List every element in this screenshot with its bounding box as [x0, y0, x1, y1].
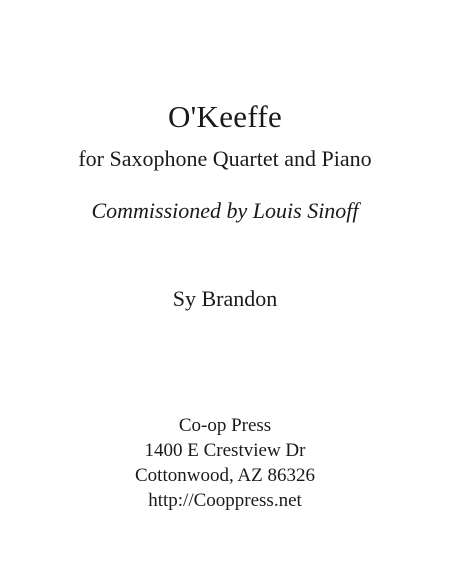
instrumentation-subtitle: for Saxophone Quartet and Piano [78, 146, 372, 171]
piece-title: O'Keeffe [167, 99, 283, 134]
publisher-street: 1400 E Crestview Dr [144, 440, 306, 461]
composer-name: Sy Brandon [172, 286, 278, 311]
publisher-city: Cottonwood, AZ 86326 [135, 465, 315, 486]
publisher-website-link[interactable]: http://Cooppress.net [148, 490, 302, 511]
publisher-info [0, 413, 450, 513]
publisher-name: Co-op Press [178, 415, 272, 436]
commission-credit: Commissioned by Louis Sinoff [91, 198, 359, 223]
